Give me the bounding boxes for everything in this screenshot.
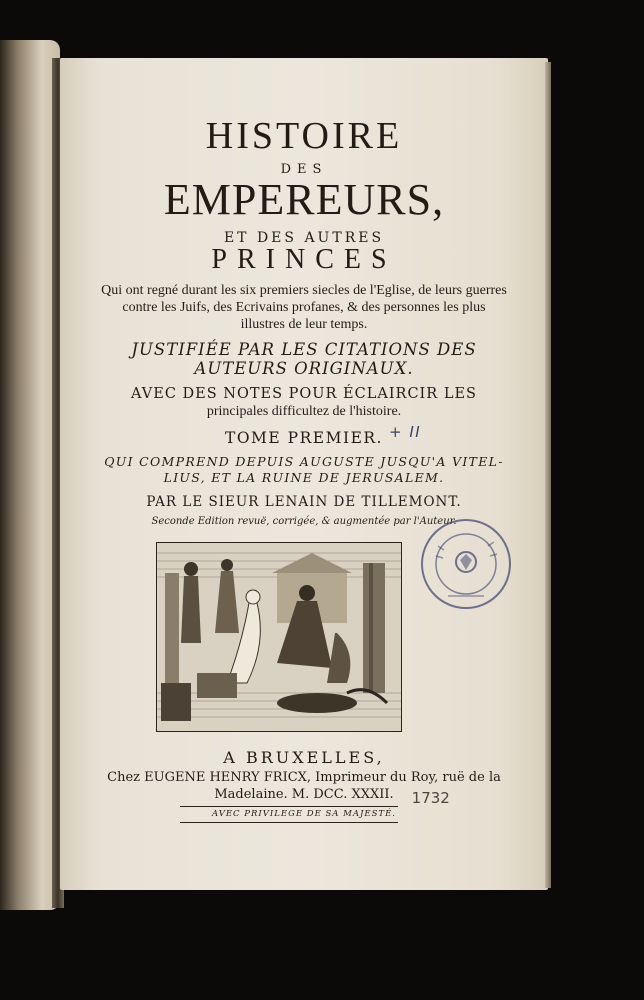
notes-line-1: AVEC DES NOTES POUR ÉCLAIRCIR LES: [131, 386, 477, 402]
publisher-line-2: [60, 787, 548, 807]
publisher-date: Madelaine. M. DCC. XXXII.: [214, 787, 394, 802]
title-des: DES: [280, 162, 328, 177]
title-histoire: HISTOIRE: [205, 115, 403, 157]
library-stamp-icon: [418, 516, 514, 612]
notes-line-2: principales difficultez de l'histoire.: [206, 404, 402, 419]
page-stack-edge: [545, 62, 551, 888]
allegorical-engraving-icon: [156, 542, 402, 732]
justifiee-line-1: JUSTIFIÉE PAR LES CITATIONS DES: [131, 340, 477, 359]
description-line-3: illustres de leur temps.: [240, 317, 368, 332]
privilege-line: AVEC PRIVILEGE DE SA MAJESTÉ.: [211, 809, 397, 819]
tome-heading: [60, 423, 548, 447]
title-empereurs: EMPEREURS,: [163, 175, 445, 224]
handwritten-volume-note: + II: [388, 423, 422, 441]
publisher-line-1: Chez EUGENE HENRY FRICX, Imprimeur du Roy, ruë de la: [107, 770, 501, 785]
title-princes: PRINCES: [211, 244, 397, 275]
edition-line: Seconde Edition revuë, corrigée, & augmentée par l'Auteur.: [151, 516, 457, 527]
privilege-rule-bottom: [180, 822, 398, 823]
privilege-rule-top: [180, 806, 398, 807]
contents-line-1: QUI COMPREND DEPUIS AUGUSTE JUSQU'A VITEL-: [104, 454, 504, 469]
left-page-edge: [0, 40, 60, 910]
tome-label: TOME PREMIER.: [225, 429, 383, 447]
author-line: PAR LE SIEUR LENAIN DE TILLEMONT.: [146, 494, 462, 510]
title-page: [60, 58, 548, 890]
contents-line-2: LIUS, ET LA RUINE DE JERUSALEM.: [163, 470, 445, 485]
handwritten-year: 1732: [411, 789, 450, 807]
justifiee-line-2: AUTEURS ORIGINAUX.: [194, 359, 414, 378]
description-line-2: contre les Juifs, des Ecrivains profanes, & des personnes les plus: [122, 300, 486, 315]
title-et-des-autres: ET DES AUTRES: [223, 230, 385, 246]
imprint-place: A BRUXELLES,: [223, 748, 385, 767]
description-line-1: Qui ont regné durant les six premiers siecles de l'Eglise, de leurs guerres: [101, 283, 507, 298]
